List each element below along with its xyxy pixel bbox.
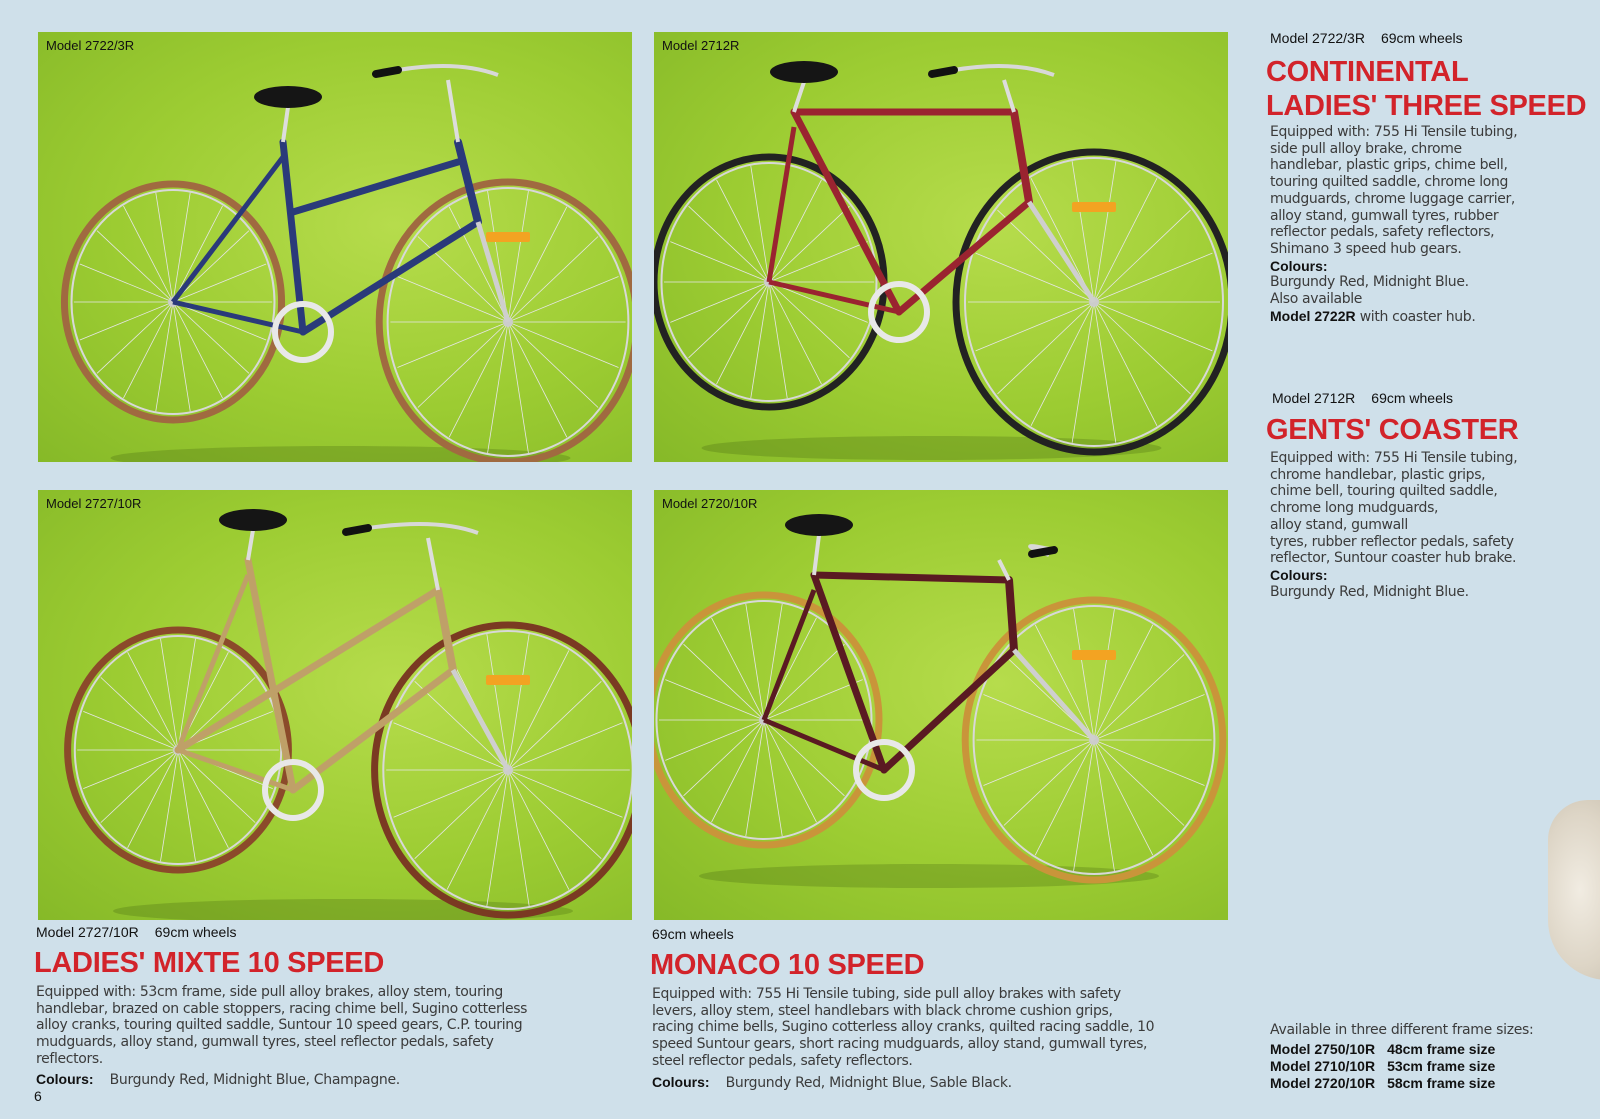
wheel-spoke (415, 681, 508, 770)
mixte-colours (36, 1071, 400, 1088)
wheel-spoke (976, 302, 1094, 351)
saddle (254, 86, 322, 108)
frame-tube (458, 142, 478, 222)
seat-post (814, 535, 819, 575)
wheel-spoke (1094, 655, 1184, 740)
spec-line: alloy stand, gumwall (1270, 516, 1408, 533)
frame-model: Model 2750/10R (1270, 1041, 1376, 1057)
wheel-spoke (394, 723, 508, 770)
saddle (219, 509, 287, 531)
photo-model-label: Model 2727/10R (46, 496, 142, 511)
bicycle-illustration (38, 32, 632, 462)
wheel-spoke (997, 302, 1094, 394)
spec-line: alloy stand, gumwall tyres, rubber (1270, 207, 1499, 224)
wheel-spoke (1004, 740, 1094, 825)
wheel-spoke (684, 720, 764, 796)
frame-tube (814, 575, 1009, 580)
wheel-spoke (101, 750, 178, 823)
monaco-title: MONACO 10 SPEED (650, 949, 925, 981)
spec-line: chrome long mudguards, (1270, 500, 1439, 517)
frame-tube (303, 222, 478, 332)
stem (428, 538, 438, 590)
table-row (1270, 1041, 1495, 1058)
colours-label: Colours: (1270, 257, 1328, 274)
frame-sizes (1270, 1022, 1533, 1092)
frame-tube (438, 590, 453, 670)
wheel-spoke (508, 237, 598, 322)
mixte-model-line (36, 924, 236, 940)
bicycle-illustration (38, 490, 632, 920)
model-number: Model 2727/10R (36, 924, 139, 940)
spec-line: reflector pedals, safety reflectors, (1270, 224, 1495, 241)
photo-monaco (654, 490, 1228, 920)
chain-stay (769, 282, 899, 312)
bicycle-illustration (654, 32, 1228, 462)
photo-model-label: Model 2722/3R (46, 38, 135, 53)
spec-line: mudguards, alloy stand, gumwall tyres, steel reflector pedals, safety (36, 1034, 494, 1051)
colours-label: Colours: (36, 1071, 94, 1087)
monaco-colours (652, 1074, 1012, 1091)
wheel-spoke (1094, 302, 1191, 394)
wheel-size: 69cm wheels (1380, 30, 1463, 46)
wheel-spoke (983, 695, 1094, 740)
fork (1029, 202, 1094, 302)
wheel-spoke (764, 720, 844, 796)
wheel-spoke (397, 277, 508, 322)
wheel-spoke (689, 206, 769, 282)
frame-size: 53cm frame size (1387, 1058, 1496, 1074)
spec-line: Equipped with: 53cm frame, side pull alloy brakes, alloy stem, touring (36, 984, 503, 1000)
wheel-spoke (83, 750, 178, 789)
wheel-spoke (418, 322, 508, 407)
wheel-spoke (769, 242, 868, 282)
wheel-spoke (415, 770, 508, 859)
gents-model-line (1272, 390, 1453, 406)
spec-line: handlebar, plastic grips, chime bell, (1270, 157, 1508, 174)
page-edge-shoe (1548, 800, 1600, 980)
wheel-spoke (394, 770, 508, 817)
spec-line: speed Suntour gears, short racing mudguards, alloy stand, gumwall tyres, (652, 1036, 1148, 1053)
colours-value: Burgundy Red, Midnight Blue. (1270, 274, 1469, 291)
saddle (785, 514, 853, 536)
wheel-spoke (983, 740, 1094, 785)
ground-shadow (699, 864, 1159, 888)
spoke-reflector (486, 675, 530, 685)
wheel-spoke (508, 681, 601, 770)
wheel-spoke (665, 720, 764, 760)
wheel-spoke (97, 231, 173, 302)
spec-line: chime bell, touring quilted saddle, (1270, 483, 1498, 500)
spec-line: touring quilted saddle, chrome long (1270, 174, 1509, 191)
photo-model-label: Model 2712R (662, 38, 740, 53)
alt-model-line (1270, 308, 1517, 326)
seat-post (248, 530, 253, 560)
grip (376, 70, 398, 74)
spec-line: handlebar, brazed on cable stoppers, racing chime bell, Sugino cotterless (36, 1000, 528, 1017)
ground-shadow (702, 436, 1162, 460)
colours-value: Burgundy Red, Midnight Blue, Champagne. (109, 1072, 400, 1088)
handlebar (954, 66, 1054, 75)
wheel-spoke (97, 302, 173, 373)
spoke-reflector (1072, 202, 1116, 212)
spec-line: reflector, Suntour coaster hub brake. (1270, 550, 1517, 567)
wheel-spoke (508, 770, 601, 859)
wheel-spoke (508, 322, 598, 407)
wheel-spoke (1094, 695, 1205, 740)
wheel-spoke (80, 302, 173, 340)
frame-size: 48cm frame size (1387, 1041, 1496, 1057)
wheel-spoke (689, 282, 769, 358)
spoke-reflector (486, 232, 530, 242)
photo-gents (654, 32, 1228, 462)
alt-model-number: Model 2722R (1270, 307, 1356, 324)
wheel-spoke (101, 677, 178, 750)
colours-value: Burgundy Red, Midnight Blue. (1270, 583, 1469, 600)
handlebar (368, 524, 478, 533)
wheel-spoke (173, 231, 249, 302)
frame-tube (1009, 580, 1014, 650)
bicycle-illustration (654, 490, 1228, 920)
monaco-specs (652, 986, 1154, 1070)
wheel-size: 69cm wheels (1371, 390, 1453, 406)
photo-model-label: Model 2720/10R (662, 496, 758, 511)
model-number: Model 2712R (1272, 390, 1356, 406)
frame-size: 58cm frame size (1387, 1075, 1496, 1091)
model-number: Model 2722/3R (1270, 30, 1365, 46)
alt-model-text: with coaster hub. (1355, 308, 1476, 325)
wheel-spoke (684, 644, 764, 720)
spec-line: Equipped with: 755 Hi Tensile tubing, (1270, 450, 1518, 466)
table-row (1270, 1075, 1495, 1092)
seat-post (794, 82, 804, 112)
spec-line: tyres, rubber reflector pedals, safety (1270, 533, 1514, 550)
continental-specs (1270, 124, 1517, 325)
spec-line: side pull alloy brake, chrome (1270, 140, 1462, 157)
wheel-spoke (508, 770, 622, 817)
frame-tube (178, 590, 438, 750)
stem (448, 80, 458, 142)
spoke-reflector (1072, 650, 1116, 660)
wheel-spoke (670, 282, 769, 322)
wheel-spoke (508, 322, 619, 367)
spec-line: Shimano 3 speed hub gears. (1270, 240, 1462, 257)
frame-tube (1014, 112, 1029, 202)
photo-mixte (38, 490, 632, 920)
spec-line: mudguards, chrome luggage carrier, (1270, 190, 1516, 207)
spec-line: levers, alloy stem, steel handlebars with black chrome cushion grips, (652, 1002, 1113, 1019)
also-available: Also available (1270, 291, 1363, 308)
page-number: 6 (34, 1088, 42, 1104)
wheel-spoke (1094, 210, 1191, 302)
spec-line: reflectors. (36, 1050, 103, 1067)
seat-stay (769, 127, 794, 282)
saddle (770, 61, 838, 83)
wheel-spoke (83, 711, 178, 750)
frame-model: Model 2710/10R (1270, 1058, 1376, 1074)
spec-line: racing chime bells, Sugino cotterless alloy cranks, quilted racing saddle, 10 (652, 1019, 1155, 1036)
seat-stay (764, 590, 814, 720)
grip (1032, 550, 1054, 554)
mixte-title: LADIES' MIXTE 10 SPEED (34, 947, 384, 979)
spec-line: alloy cranks, touring quilted saddle, Suntour 10 speed gears, C.P. touring (36, 1017, 523, 1034)
spec-line: steel reflector pedals, safety reflectors. (652, 1052, 913, 1069)
spec-line: Equipped with: 755 Hi Tensile tubing, (1270, 124, 1518, 140)
frame-sizes-intro: Available in three different frame sizes: (1270, 1022, 1534, 1038)
mixte-specs (36, 984, 527, 1068)
continental-title-line1: CONTINENTAL (1266, 56, 1469, 88)
wheel-spoke (1094, 740, 1205, 785)
frame-sizes-table (1270, 1041, 1495, 1092)
wheel-spoke (665, 680, 764, 720)
seat-post (283, 107, 288, 142)
wheel-spoke (670, 242, 769, 282)
gents-title: GENTS' COASTER (1266, 414, 1519, 446)
wheel-size: 69cm wheels (154, 924, 237, 940)
grip (932, 70, 954, 74)
wheel-spoke (508, 723, 622, 770)
spec-line: Equipped with: 755 Hi Tensile tubing, side pull alloy brakes with safety (652, 986, 1121, 1002)
gents-specs (1270, 450, 1517, 600)
wheel-spoke (1094, 253, 1212, 302)
stem (1004, 80, 1014, 112)
wheel-spoke (1094, 740, 1184, 825)
wheel-spoke (80, 264, 173, 302)
wheel-spoke (508, 277, 619, 322)
monaco-model-line (652, 926, 734, 942)
frame-model: Model 2720/10R (1270, 1075, 1376, 1091)
handlebar (398, 66, 498, 75)
grip (346, 528, 368, 532)
colours-value: Burgundy Red, Midnight Blue, Sable Black. (725, 1075, 1012, 1091)
seat-stay (178, 575, 248, 750)
colours-label: Colours: (652, 1074, 710, 1090)
continental-model-line (1270, 30, 1463, 46)
seat-stay (173, 157, 283, 302)
photo-continental (38, 32, 632, 462)
table-row (1270, 1058, 1495, 1075)
colours-label: Colours: (1270, 566, 1328, 583)
wheel-spoke (1094, 302, 1212, 351)
wheel-spoke (397, 322, 508, 367)
wheel-size: 69cm wheels (652, 926, 734, 942)
continental-title-line2: LADIES' THREE SPEED (1266, 90, 1587, 122)
spec-line: chrome handlebar, plastic grips, (1270, 466, 1486, 483)
